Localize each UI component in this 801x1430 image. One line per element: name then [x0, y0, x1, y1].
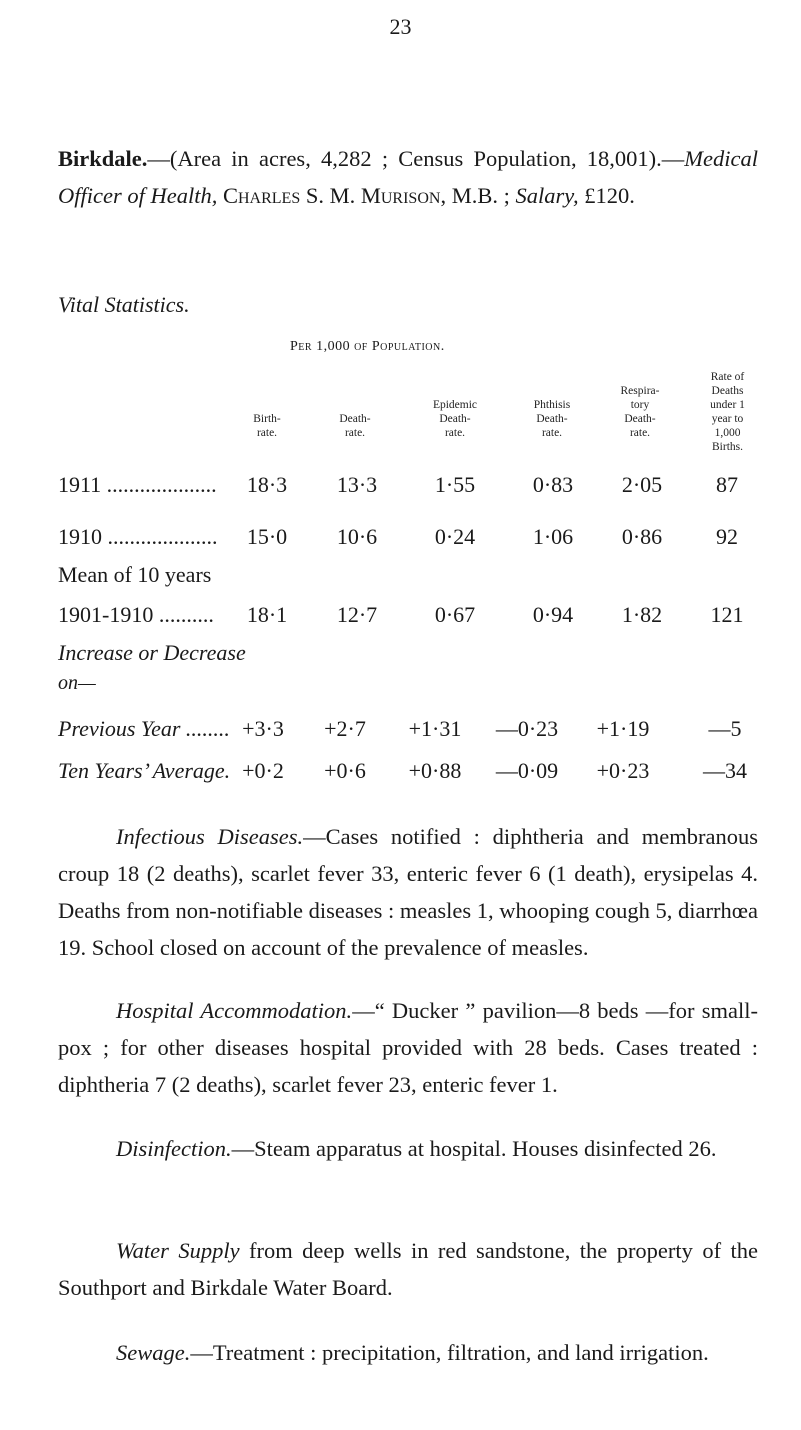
disinfection-paragraph [58, 1130, 758, 1167]
sewage-heading: Sewage. [116, 1340, 191, 1365]
table-cell: 0·83 [532, 472, 574, 497]
row-label-on: on— [58, 672, 96, 694]
row-label-1901-1910: 1901-1910 .......... [58, 602, 214, 627]
medical-officer-qualification: , M.B. ; [440, 183, 516, 208]
table-cell: 2·05 [621, 472, 663, 497]
header-paragraph [58, 140, 758, 214]
table-cell: 0·67 [434, 602, 476, 627]
infectious-diseases-text: —Cases notified : diphtheria and membranous croup 18 (2 deaths), scarlet fever 33, enteric fever 6 (1 death), erysipelas 4. Deaths from non-notifiable diseases : measles 1, whooping cough 5, diarrhœa 19. School closed on account of the prevalence of measles. [58, 824, 758, 960]
table-cell: 0·86 [621, 524, 663, 549]
table-cell: +0·6 [324, 758, 366, 783]
table-cell: +1·31 [408, 716, 462, 741]
table-cell: 15·0 [246, 524, 288, 549]
table-cell: —0·23 [495, 716, 559, 741]
row-label-ten-years-average: Ten Years’ Average. [58, 758, 231, 783]
table-cell: 13·3 [336, 472, 378, 497]
table-cell: +1·19 [596, 716, 650, 741]
row-label-1911: 1911 .................... [58, 472, 217, 497]
infectious-diseases-heading: Infectious Diseases. [116, 824, 304, 849]
sewage-paragraph [58, 1334, 758, 1371]
table-cell: 121 [710, 602, 744, 627]
salary-value: £120. [578, 183, 635, 208]
table-cell: 12·7 [336, 602, 378, 627]
column-header-phthisis-death-rate: Phthisis Death- rate. [533, 399, 571, 439]
medical-officer-label: Medical Officer of Health, [58, 146, 758, 208]
hospital-text: —“ Ducker ” pavilion—8 beds —for small-pox ; for other diseases hospital provided with 28 beds. Cases treated : diphtheria 7 (2 deaths), scarlet fever 23, enteric fever 1. [58, 998, 758, 1097]
water-supply-heading: Water Supply [116, 1238, 240, 1263]
table-cell: 18·3 [246, 472, 288, 497]
salary-label: Salary, [515, 183, 579, 208]
water-supply-text: from deep wells in red sandstone, the property of the Southport and Birkdale Water Board. [58, 1238, 758, 1300]
water-supply-paragraph [58, 1232, 758, 1306]
table-cell: 1·06 [532, 524, 574, 549]
table-cell: —5 [708, 716, 742, 741]
column-header-epidemic-death-rate: Epidemic Death- rate. [432, 399, 478, 439]
disinfection-heading: Disinfection. [116, 1136, 232, 1161]
disinfection-text: —Steam apparatus at hospital. Houses disinfected 26. [231, 1136, 717, 1161]
page-number: 23 [389, 14, 412, 39]
column-header-death-rate: Death- rate. [339, 413, 371, 439]
column-header-respiratory-death-rate: Respira- tory Death- rate. [620, 385, 660, 439]
table-cell: 10·6 [336, 524, 378, 549]
table-cell: 18·1 [246, 602, 288, 627]
area-census-text: —(Area in acres, 4,282 ; Census Population, 18,001).— [147, 146, 685, 171]
table-cell: 0·94 [532, 602, 574, 627]
table-cell: +2·7 [324, 716, 366, 741]
row-label-previous-year: Previous Year ........ [58, 716, 230, 741]
table-cell: 87 [716, 472, 738, 497]
hospital-heading: Hospital Accommodation. [116, 998, 353, 1023]
table-cell: 1·82 [621, 602, 663, 627]
table-cell: +3·3 [242, 716, 284, 741]
table-caption-text: Per 1,000 of Population. [290, 339, 445, 354]
column-header-birth-rate: Birth- rate. [253, 413, 281, 439]
table-cell: +0·23 [596, 758, 650, 783]
vital-statistics-label: Vital Statistics. [58, 292, 190, 317]
table-cell: +0·88 [408, 758, 462, 783]
hospital-paragraph [58, 992, 758, 1103]
infectious-diseases-paragraph [58, 818, 758, 966]
row-label-increase-decrease: Increase or Decrease [58, 640, 246, 665]
table-cell: +0·2 [242, 758, 284, 783]
table-caption [290, 338, 445, 355]
medical-officer-name: Charles S. M. Murison [222, 183, 441, 208]
row-label-1910: 1910 .................... [58, 524, 218, 549]
row-label-mean: Mean of 10 years [58, 562, 212, 587]
table-cell: 0·24 [434, 524, 476, 549]
column-header-infant-death-rate: Rate of Deaths under 1 year to 1,000 Births. [710, 371, 745, 453]
table-cell: —0·09 [495, 758, 559, 783]
place-name: Birkdale. [58, 146, 148, 171]
table-cell: 92 [716, 524, 738, 549]
table-cell: 1·55 [434, 472, 476, 497]
table-cell: —34 [703, 758, 747, 783]
sewage-text: —Treatment : precipitation, filtration, and land irrigation. [190, 1340, 709, 1365]
